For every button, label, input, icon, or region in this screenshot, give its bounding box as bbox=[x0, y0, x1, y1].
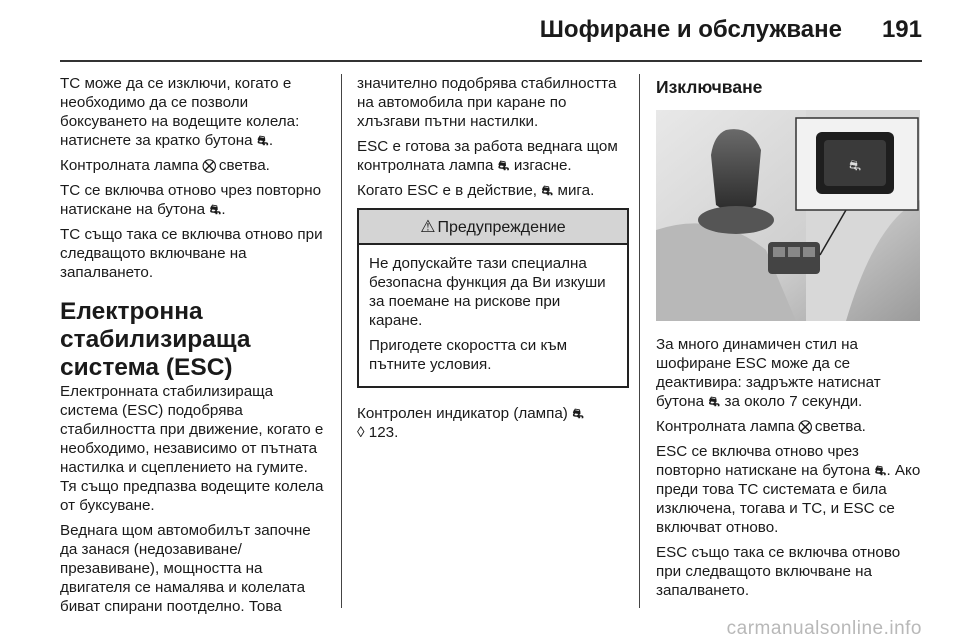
column-2 bbox=[357, 74, 629, 448]
esc-car-skid-icon: ⛐ bbox=[541, 183, 553, 198]
esc-car-skid-icon: ⛐ bbox=[498, 158, 510, 173]
paragraph: ESC също така се включва отново при следващото включване на запалването. bbox=[656, 544, 901, 599]
column-3 bbox=[656, 74, 922, 606]
paragraph: Веднага щом автомобилът започне да занася (недозавиване/презавиване), мощността на двигателя се намалява и колелата биват спирани поотделно. Това bbox=[60, 522, 311, 615]
page-reference-icon: ◊ bbox=[357, 424, 365, 441]
esc-car-skid-icon: ⛐ bbox=[572, 406, 584, 421]
paragraph: Контролната лампа ⛒ светва. bbox=[60, 157, 270, 174]
paragraph: TC също така се включва отново при следващото включване на запалването. bbox=[60, 226, 323, 281]
svg-text:⛐: ⛐ bbox=[848, 158, 862, 174]
esc-car-skid-icon: ⛐ bbox=[874, 463, 887, 478]
paragraph: Електронната стабилизираща система (ESC) подобрява стабилността при движение, когато е необходимо, независимо от пътната настилка и сцеплението на гумите. Тя също предпазва водещите колела от буксуване. bbox=[60, 383, 324, 514]
paragraph: ESC е готова за работа веднага щом контролната лампа ⛐ изгасне. bbox=[357, 138, 618, 174]
warning-text: Не допускайте тази специална безопасна функция да Ви изкуши за поемане на рискове при каране. bbox=[369, 255, 606, 329]
paragraph: TC се включва отново чрез повторно натискане на бутона ⛐. bbox=[60, 182, 322, 218]
warning-header: ⚠ Предупреждение bbox=[359, 210, 627, 245]
paragraph: Когато ESC е в действие, ⛐ мига. bbox=[357, 182, 595, 199]
paragraph: TC може да се изключи, когато е необходимо да се позволи боксуването на водещите колела: натиснете за кратко бутона ⛐. bbox=[60, 75, 300, 149]
column-1 bbox=[60, 74, 328, 622]
page-number: 191 bbox=[881, 16, 922, 43]
page-reference[interactable]: 123. bbox=[368, 424, 399, 441]
paragraph: Контролната лампа ⛒ светва. bbox=[656, 418, 866, 435]
esc-button-photo bbox=[656, 110, 920, 321]
warning-text: Пригодете скоростта си към пътните условия. bbox=[369, 337, 568, 373]
watermark: carmanualsonline.info bbox=[726, 618, 922, 639]
header-divider bbox=[60, 60, 922, 62]
esc-car-skid-icon: ⛐ bbox=[708, 394, 720, 409]
column-divider bbox=[639, 74, 640, 608]
paragraph: ESC се включва отново чрез повторно натискане на бутона ⛐. Ако преди това TC системата е била изключена, тогава и TC, и ESC се включват отново. bbox=[656, 443, 921, 536]
traction-control-off-icon: ⛒ bbox=[202, 158, 216, 173]
page-title: Шофиране и обслужване bbox=[539, 16, 842, 43]
warning-triangle-icon: ⚠ bbox=[420, 217, 436, 236]
warning-box bbox=[357, 208, 629, 388]
paragraph: Контролен индикатор (лампа) ⛐ ◊ 123. bbox=[357, 405, 584, 441]
esc-car-skid-icon: ⛐ bbox=[209, 202, 221, 217]
section-heading: Електронна стабилизираща система (ESC) bbox=[60, 298, 251, 381]
section-heading: Изключване bbox=[656, 77, 763, 97]
paragraph: значително подобрява стабилността на автомобила при каране по хлъзгави пътни настилки. bbox=[357, 75, 617, 130]
warning-body bbox=[359, 245, 627, 386]
column-divider bbox=[341, 74, 342, 608]
esc-off-icon: ⛒ bbox=[798, 419, 812, 434]
paragraph: За много динамичен стил на шофиране ESC може да се деактивира: задръжте натиснат бутона ⛐ за около 7 секунди. bbox=[656, 336, 881, 410]
esc-car-skid-icon: ⛐ bbox=[257, 133, 269, 148]
